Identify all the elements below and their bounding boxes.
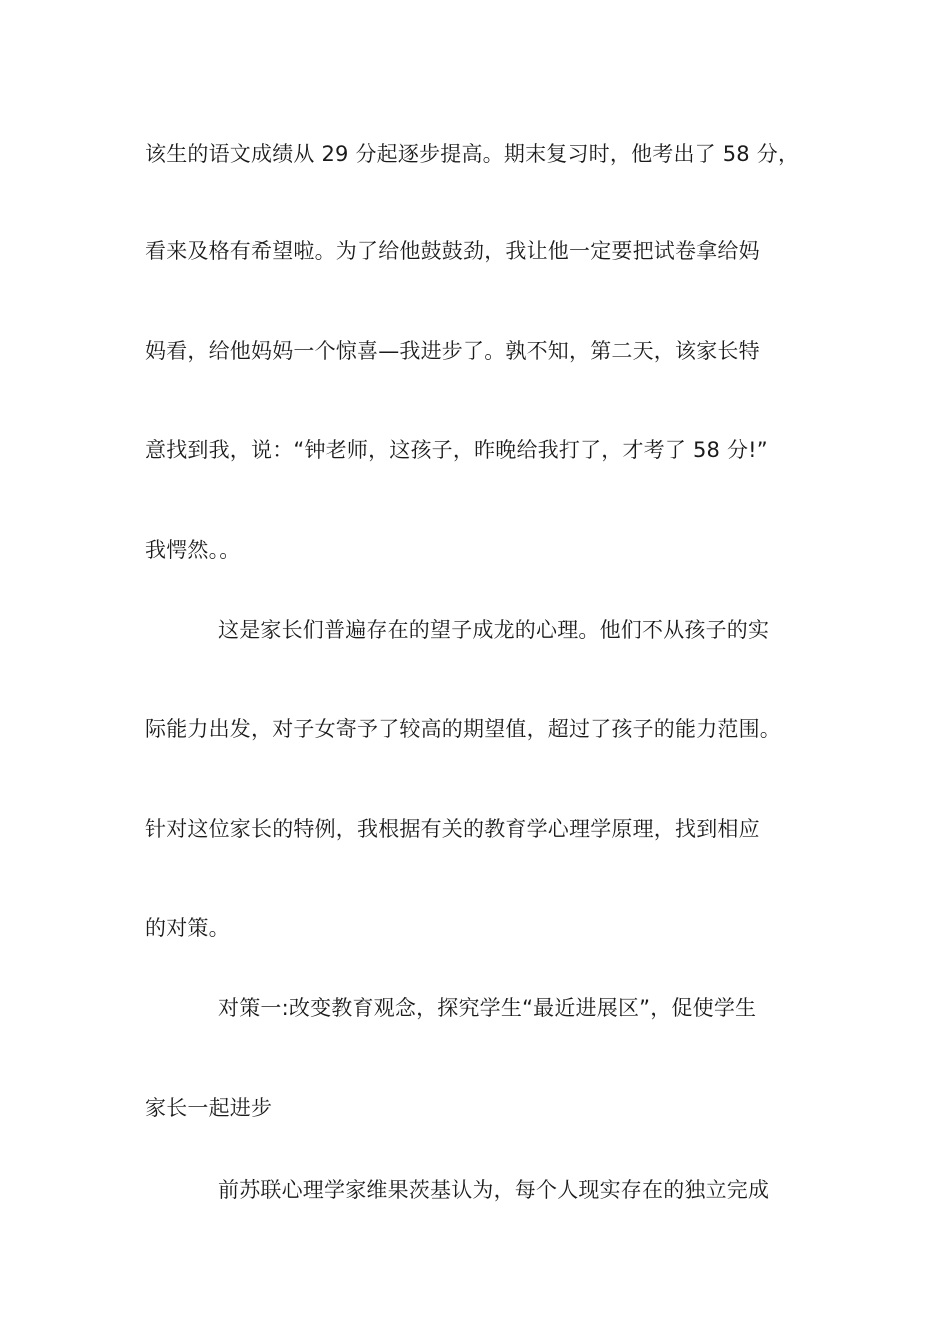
text-line: 我愕然。。 xyxy=(145,538,241,562)
section-heading: 对策一:改变教育观念，探究学生“最近进展区”，促使学生 xyxy=(218,996,757,1020)
text-line: 看来及格有希望啦。为了给他鼓鼓劲，我让他一定要把试卷拿给妈 xyxy=(145,239,760,263)
text-line: 意找到我，说：“钟老师，这孩子，昨晚给我打了，才考了 58 分!” xyxy=(145,438,768,462)
paragraph-first-line: 前苏联心理学家维果茨基认为，每个人现实存在的独立完成 xyxy=(218,1178,770,1202)
paragraph-first-line: 这是家长们普遍存在的望子成龙的心理。他们不从孩子的实 xyxy=(218,618,770,642)
text-line: 该生的语文成绩从 29 分起逐步提高。期末复习时，他考出了 58 分， xyxy=(145,142,800,166)
text-line: 的对策。 xyxy=(145,916,230,940)
text-line: 针对这位家长的特例，我根据有关的教育学心理学原理，找到相应 xyxy=(145,817,760,841)
text-line: 妈看，给他妈妈一个惊喜—我进步了。孰不知，第二天，该家长特 xyxy=(145,339,760,363)
section-heading-continued: 家长一起进步 xyxy=(145,1096,273,1120)
text-line: 际能力出发，对子女寄予了较高的期望值，超过了孩子的能力范围。 xyxy=(145,717,781,741)
